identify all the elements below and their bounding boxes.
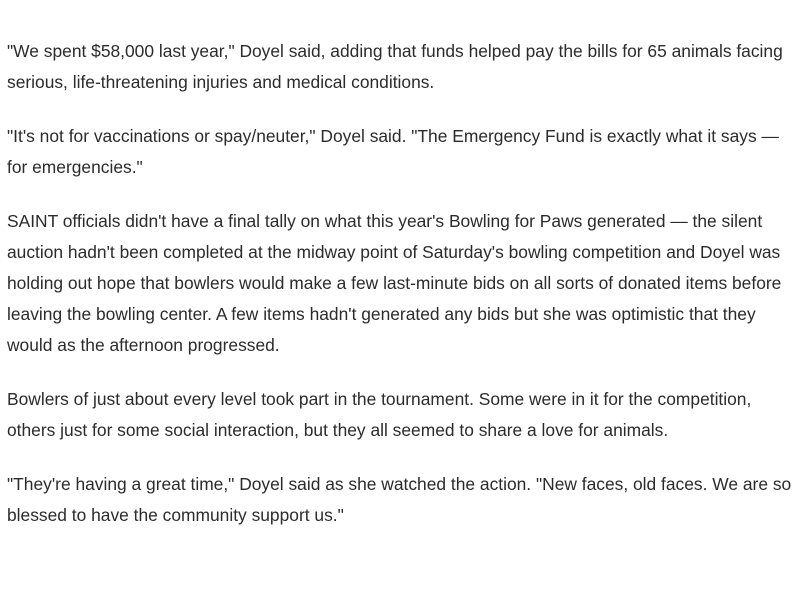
article-body: [7, 36, 795, 554]
article-paragraph: SAINT officials didn't have a final tally on what this year's Bowling for Paws generated — the silent auction hadn't been completed at the midway point of Saturday's bowling competition and Doyel was holding out hope that bowlers would make a few last-minute bids on all sorts of donated items before leaving the bowling center. A few items hadn't generated any bids but she was optimistic that they would as the afternoon progressed.: [7, 211, 782, 355]
article-paragraph: "They're having a great time," Doyel said as she watched the action. "New faces, old faces. We are so blessed to have the community support us.": [7, 474, 792, 525]
article-paragraph: "It's not for vaccinations or spay/neuter," Doyel said. "The Emergency Fund is exactly what it says — for emergencies.": [7, 126, 779, 177]
article-paragraph: Bowlers of just about every level took part in the tournament. Some were in it for the competition, others just for some social interaction, but they all seemed to share a love for animals.: [7, 389, 752, 440]
article-paragraph: "We spent $58,000 last year," Doyel said, adding that funds helped pay the bills for 65 animals facing serious, life-threatening injuries and medical conditions.: [7, 41, 783, 92]
